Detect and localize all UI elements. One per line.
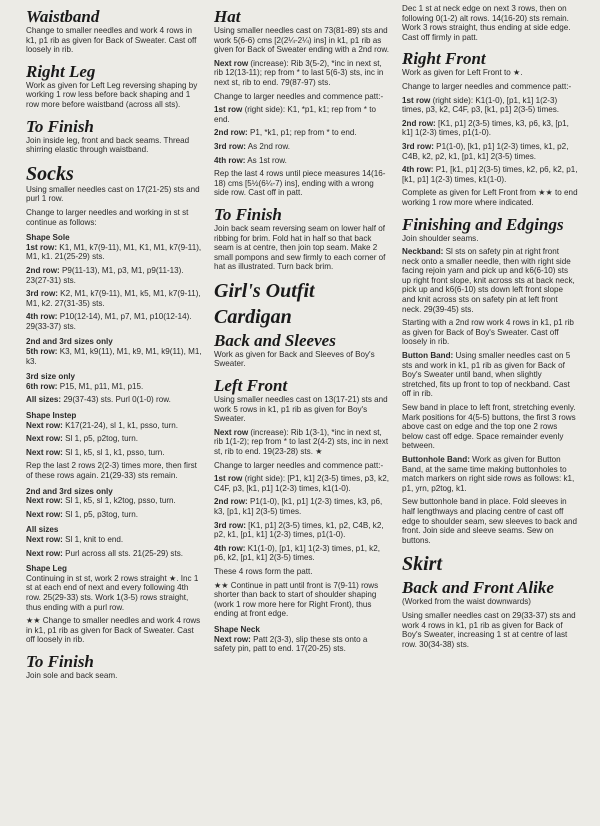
paragraph: (Worked from the waist downwards) bbox=[402, 597, 531, 607]
row-text: Sl 1, knit to end. bbox=[62, 534, 124, 544]
row-label: 4th row: bbox=[26, 312, 58, 322]
row-label: 2nd row: bbox=[402, 118, 436, 128]
row-text: (increase): Rib 1(3-1), *inc in next st, rib 1(1-2); rep from * to last 2(4-2) sts, inc in next st, rib to end. 19(23-28) sts. ★ bbox=[214, 427, 389, 457]
row-text: P1(1-0), [k1, p1] 1(2-3) times, k1, p2, C4B, k2, p2, k1, [p1, k1] 2(3-5) times. bbox=[402, 141, 569, 161]
row-label: Next row: bbox=[26, 548, 63, 558]
instruction-row bbox=[214, 521, 390, 540]
instruction-row bbox=[26, 266, 202, 285]
row-label: 6th row: bbox=[26, 381, 58, 391]
subheading-2nd-and-3rd-sizes-only: 2nd and 3rd sizes only bbox=[26, 486, 113, 496]
instruction-row bbox=[26, 434, 202, 444]
row-label: 3rd row: bbox=[26, 289, 58, 299]
column-left bbox=[26, 4, 202, 826]
instruction-row bbox=[26, 395, 202, 405]
row-text: Sl 1, k5, sl 1, k1, psso, turn. bbox=[62, 447, 165, 457]
row-label: 4th row: bbox=[214, 155, 246, 165]
row-text: K3, M1, k9(11), M1, k9, M1, k9(11), M1, k3. bbox=[26, 347, 202, 366]
row-label: 4th row: bbox=[402, 165, 434, 175]
section-heading-right-front: Right Front bbox=[402, 49, 486, 69]
paragraph: Using smaller needles cast on 13(17-21) sts and work 5 rows in k1, p1 rib as given for Boy's Sweater. bbox=[214, 395, 388, 424]
row-text: (right side): K1, *p1, k1; rep from * to end. bbox=[214, 105, 376, 124]
row-text: [K1, p1] 2(3-5) times, k1, p2, C4B, k2, p2, k1, [p1, k1] 1(2-3) times, p1(1-0). bbox=[214, 520, 384, 540]
paragraph: Work as given for Back and Sleeves of Boy's Sweater. bbox=[214, 349, 375, 369]
section-heading-to-finish: To Finish bbox=[26, 116, 94, 136]
row-label: Next row: bbox=[214, 634, 251, 644]
section-title-socks: Socks bbox=[26, 162, 74, 185]
row-text: (right side): K1(1-0), [p1, k1] 1(2-3) times, p3, k2, C4F, p3, [k1, p1] 2(3-5) times. bbox=[402, 95, 559, 115]
section-heading-hat: Hat bbox=[214, 7, 241, 26]
section-heading-finishing-and-edgings: Finishing and Edgings bbox=[402, 214, 564, 234]
subheading-shape-leg: Shape Leg bbox=[26, 564, 67, 574]
subheading-shape-instep: Shape Instep bbox=[26, 411, 77, 421]
row-text: As 2nd row. bbox=[245, 141, 291, 151]
paragraph: Complete as given for Left Front from ★★ to end working 1 row more where indicated. bbox=[402, 188, 578, 207]
instruction-row bbox=[402, 455, 578, 493]
row-label: 1st row bbox=[214, 474, 243, 484]
row-text: P1(1-0), [k1, p1] 1(2-3) times, k3, p6, k3, [p1, k1] 2(3-5) times. bbox=[214, 497, 383, 516]
column-right bbox=[402, 4, 578, 826]
row-label: Next row: bbox=[26, 496, 63, 506]
row-text: P10(12-14), M1, p7, M1, p10(12-14). 29(33-37) sts. bbox=[26, 312, 192, 331]
row-text: K1, M1, k7(9-11), M1, K1, M1, k7(9-11), M1, k1. 21(25-29) sts. bbox=[26, 242, 202, 262]
row-text: P9(11-13), M1, p3, M1, p9(11-13). 23(27-31) sts. bbox=[26, 265, 184, 285]
paragraph: These 4 rows form the patt. bbox=[214, 566, 313, 576]
paragraph: Work as given for Left Leg reversing shaping by working 1 row less before back shaping and 1 row more before waistband (across all sts). bbox=[26, 80, 198, 109]
row-label: 2nd row: bbox=[214, 497, 248, 507]
row-label: 1st row: bbox=[26, 242, 58, 252]
paragraph: Join back seam reversing seam on lower half of ribbing for brim. Fold hat in half so that back seam is at centre, then join top seam. Make 2 small pompons and sew firmly to each corner of hat as illustrated. Turn back brim. bbox=[214, 223, 386, 272]
row-label: Next row: bbox=[26, 534, 63, 544]
row-label: 3rd row: bbox=[214, 520, 246, 530]
instruction-row bbox=[214, 474, 390, 493]
instruction-row bbox=[214, 497, 390, 516]
row-label: Next row: bbox=[26, 509, 63, 519]
row-label: Next row: bbox=[26, 420, 63, 430]
instruction-row bbox=[26, 448, 202, 458]
paragraph: Change to larger needles and commence patt:- bbox=[402, 81, 572, 91]
row-text: Patt 2(3-3), slip these sts onto a safety pin, patt to end. 17(20-25) sts. bbox=[214, 634, 368, 654]
row-text: P15, M1, p11, M1, p15. bbox=[57, 381, 144, 391]
row-text: As 1st row. bbox=[245, 155, 287, 165]
paragraph: Change to larger needles and working in st st continue as follows: bbox=[26, 207, 189, 227]
paragraph: Change to larger needles and commence patt:- bbox=[214, 460, 384, 470]
section-heading-back-and-front-alike: Back and Front Alike bbox=[402, 578, 554, 598]
row-label: 1st row bbox=[214, 105, 243, 115]
paragraph: Join sole and back seam. bbox=[26, 670, 118, 680]
row-label: 3rd row: bbox=[402, 141, 434, 151]
paragraph: Sew band in place to left front, stretching evenly. Mark positions for 4(5-5) buttons, the first 3 rows above cast on edge and the top one 2 rows below cast off edge. Space remainder evenly between. bbox=[402, 403, 576, 451]
instruction-row bbox=[214, 105, 390, 124]
subheading-3rd-size-only: 3rd size only bbox=[26, 372, 76, 382]
instruction-row bbox=[26, 289, 202, 308]
row-label: Neckband: bbox=[402, 247, 444, 257]
row-text: K17(21-24), sl 1, k1, psso, turn. bbox=[62, 420, 179, 430]
instruction-row bbox=[214, 128, 390, 138]
paragraph: Change to smaller needles and work 4 rows in k1, p1 rib as given for Back of Sweater. Cast off loosely in rib. bbox=[26, 26, 197, 55]
row-text: Sl 1, p5, p2tog, turn. bbox=[62, 434, 139, 444]
instruction-row bbox=[402, 165, 578, 184]
row-text: Sl 1, k5, sl 1, k2tog, psso, turn. bbox=[62, 496, 176, 506]
instruction-row bbox=[26, 510, 202, 520]
paragraph: Dec 1 st at neck edge on next 3 rows, then on following 0(1-2) alt rows. 14(16-20) sts remain. Work 3 rows straight, thus ending at side edge. Cast off firmly in patt. bbox=[402, 4, 571, 42]
section-heading-to-finish: To Finish bbox=[26, 651, 94, 671]
instruction-row bbox=[26, 312, 202, 331]
section-heading-right-leg: Right Leg bbox=[26, 61, 96, 81]
paragraph: Join inside leg, front and back seams. Thread shirring elastic through waistband. bbox=[26, 135, 190, 155]
instruction-row bbox=[26, 243, 202, 262]
row-text: K2, M1, k7(9-11), M1, k5, M1, k7(9-11), M1, k2. 27(31-35) sts. bbox=[26, 289, 201, 308]
row-label: Button Band: bbox=[402, 351, 454, 361]
paragraph: Using smaller needles cast on 17(21-25) sts and purl 1 row. bbox=[26, 184, 200, 204]
row-text: [K1, p1] 2(3-5) times, k3, p6, k3, [p1, k1] 1(2-3) times, p1(1-0). bbox=[402, 118, 569, 138]
instruction-row bbox=[214, 544, 390, 563]
row-text: Sl 1, p5, p3tog, turn. bbox=[62, 509, 139, 519]
instruction-row bbox=[402, 119, 578, 138]
subheading-2nd-and-3rd-sizes-only: 2nd and 3rd sizes only bbox=[26, 337, 113, 347]
row-label: 2nd row: bbox=[214, 128, 248, 138]
instruction-row bbox=[26, 496, 202, 506]
subheading-all-sizes: All sizes bbox=[26, 525, 59, 535]
paragraph: ★★ Change to smaller needles and work 4 rows in k1, p1 rib as given for Back of Sweater. Cast off loosely in rib. bbox=[26, 616, 201, 645]
paragraph: Continuing in st st, work 2 rows straight ★. Inc 1 st at each end of next and every following 4th row. 25(29-33) sts. Work 1(3-5) rows straight, thus ending with a purl row. bbox=[26, 573, 199, 612]
paragraph: Rep the last 2 rows 2(2-3) times more, then first of these rows again. 21(29-33) sts remain. bbox=[26, 461, 197, 480]
paragraph: Join shoulder seams. bbox=[402, 233, 479, 243]
instruction-row bbox=[402, 96, 578, 115]
row-label: Next row: bbox=[26, 447, 63, 457]
instruction-row bbox=[214, 156, 390, 166]
row-text: Using smaller needles cast on 5 sts and work in k1, p1 rib as given for Back of Boy's Sweater until band, when slightly stretched, fits up front to top of neckband. Cast off in rib. bbox=[402, 351, 571, 399]
subheading-shape-neck: Shape Neck bbox=[214, 624, 260, 634]
row-text: (increase): Rib 3(5-2), *inc in next st, rib 12(13-11); rep from * to last 5(6-3) sts, inc in next st, rib to end. 79(87-97) sts. bbox=[214, 58, 384, 87]
row-text: K1(1-0), [p1, k1] 1(2-3) times, p1, k2, p6, k2, [p1, k1] 2(3-5) times. bbox=[214, 543, 380, 563]
row-label: 3rd row: bbox=[214, 141, 246, 151]
row-text: P1, [k1, p1] 2(3-5) times, k2, p6, k2, p1, [k1, p1] 1(2-3) times, k1(1-0). bbox=[402, 165, 578, 184]
instruction-row bbox=[214, 428, 390, 457]
row-label: 2nd row: bbox=[26, 265, 60, 275]
paragraph: Rep the last 4 rows until piece measures 14(16-18) cms [5½(6¼-7) ins], ending with a wrong side row. Cast off in patt. bbox=[214, 169, 386, 198]
section-heading-back-and-sleeves: Back and Sleeves bbox=[214, 330, 336, 350]
paragraph: Change to larger needles and commence patt:- bbox=[214, 91, 384, 101]
paragraph: Starting with a 2nd row work 4 rows in k1, p1 rib as given for Back of Boy's Sweater. Cast off loosely in rib. bbox=[402, 318, 574, 347]
section-title-skirt: Skirt bbox=[402, 553, 443, 576]
row-label: Buttonhole Band: bbox=[402, 454, 470, 464]
row-label: Next row bbox=[214, 58, 249, 68]
row-text: Work as given for Button Band, at the same time making buttonholes to match markers on right side rows as follows: k1, p1, yrn, p2tog, k1. bbox=[402, 454, 575, 493]
instruction-row bbox=[26, 535, 202, 545]
row-label: Next row: bbox=[26, 434, 63, 444]
section-heading-left-front: Left Front bbox=[214, 376, 288, 396]
paragraph: Work as given for Left Front to ★. bbox=[402, 68, 523, 78]
section-heading-waistband: Waistband bbox=[26, 7, 100, 26]
instruction-row bbox=[214, 635, 390, 654]
instruction-row bbox=[26, 347, 202, 366]
section-title-girl-s-outfit: Girl's Outfit bbox=[214, 279, 315, 302]
paragraph: Sew buttonhole band in place. Fold sleeves in half lengthways and placing centre of cast off edge to shoulder seam, sew sleeves to back and front. Join side and sleeve seams. Sew on buttons. bbox=[402, 497, 578, 545]
instruction-row bbox=[214, 59, 390, 88]
row-label: 4th row: bbox=[214, 543, 246, 553]
row-label: 1st row bbox=[402, 95, 431, 105]
row-text: (right side): [P1, k1] 2(3-5) times, p3, k2, C4F, p3, [k1, p1] 1(2-3) times, k1(1-0). bbox=[214, 474, 389, 493]
row-label: Next row bbox=[214, 427, 249, 437]
paragraph: ★★ Continue in patt until front is 7(9-11) rows shorter than back to start of shoulder shaping (work 1 row more here for Right Front), thus ending at front edge. bbox=[214, 580, 379, 619]
instruction-row bbox=[214, 142, 390, 152]
row-text: Sl sts on safety pin at right front neck onto a smaller needle, then with right side facing rejoin yarn and pick up and k6(6-10) sts up right front slope, knit across sts at back neck, pick up and k6(6-10) sts down left front slope and knit across sts on safety pin at left front neck. 29(39-45) sts. bbox=[402, 247, 575, 314]
column-middle bbox=[214, 4, 390, 826]
subheading-shape-sole: Shape Sole bbox=[26, 233, 70, 243]
section-title-cardigan: Cardigan bbox=[214, 305, 292, 328]
section-heading-to-finish: To Finish bbox=[214, 204, 282, 224]
row-text: P1, *k1, p1; rep from * to end. bbox=[247, 128, 357, 138]
instruction-row bbox=[26, 382, 202, 392]
paragraph: Using smaller needles cast on 73(81-89) sts and work 5(6-6) cms [2(2¼-2¼) ins] in k1, p1 rib as given for Back of Sweater ending with a 2nd row. bbox=[214, 26, 390, 55]
instruction-row bbox=[26, 421, 202, 431]
instruction-row bbox=[402, 247, 578, 314]
instruction-row bbox=[402, 142, 578, 161]
paragraph: Using smaller needles cast on 29(33-37) sts and work 4 rows in k1, p1 rib as given for Back of Boy's Sweater, increasing 1 st at centre of last row. 30(34-38) sts. bbox=[402, 610, 576, 649]
row-label: All sizes: bbox=[26, 395, 62, 405]
instruction-row bbox=[402, 351, 578, 399]
row-label: 5th row: bbox=[26, 347, 58, 357]
row-text: 29(37-43) sts. Purl 0(1-0) row. bbox=[61, 395, 171, 405]
instruction-row bbox=[26, 549, 202, 559]
row-text: Purl across all sts. 21(25-29) sts. bbox=[62, 548, 183, 558]
